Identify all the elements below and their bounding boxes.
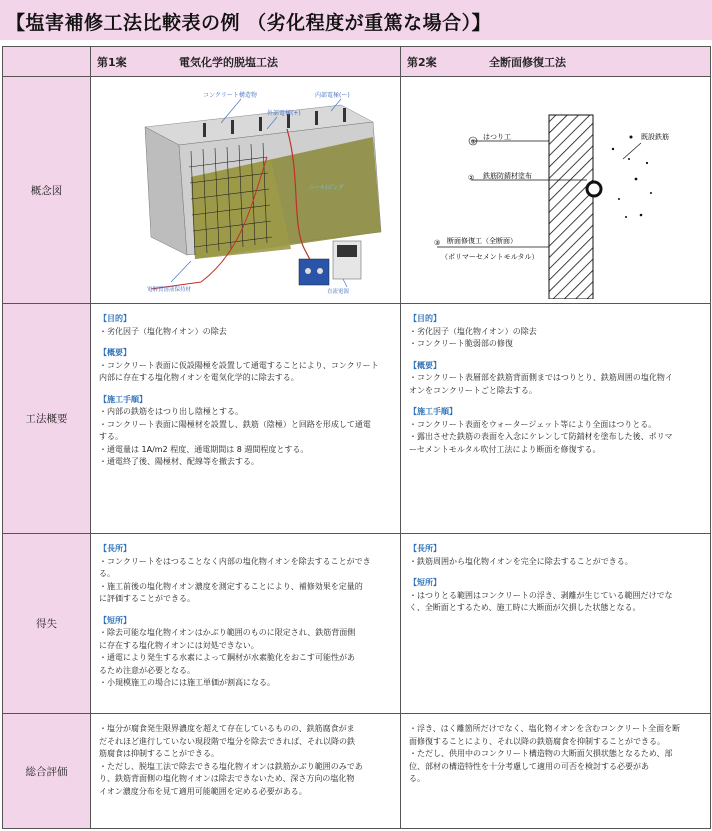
text-line: ・コンクリート表層部を鉄筋背面側まではつりとり、鉄筋周囲の塩化物イ bbox=[409, 373, 673, 382]
label-inner-anode: 内部電極(ー) bbox=[315, 92, 350, 99]
text-line: く、全断面とするため、施工時に大断面が欠損した状態となる。 bbox=[409, 603, 641, 612]
text-line: ・施工前後の塩化物イオン濃度を測定することにより、補修効果を定量的 bbox=[99, 581, 363, 591]
case1-steps-heading: 【 施工手順 】 bbox=[99, 394, 394, 407]
case2-merit-heading: 【 長所 】 bbox=[409, 543, 704, 556]
case1-merit-list bbox=[99, 556, 394, 606]
case2-name: 全断面修復工法 bbox=[489, 55, 566, 69]
desalination-diagram bbox=[91, 77, 399, 299]
case2-purpose-list bbox=[409, 326, 704, 351]
comparison-table bbox=[2, 46, 711, 829]
label-outer-anode: 外部電極(+) bbox=[267, 110, 301, 117]
case2-evaluation bbox=[401, 714, 711, 829]
case1-evaluation bbox=[91, 714, 401, 829]
row-label-method: 工法概要 bbox=[3, 304, 91, 534]
case1-demerit-heading: 【 短所 】 bbox=[99, 615, 394, 628]
case2-overview-list bbox=[409, 372, 704, 397]
case1-name: 電気化学的脱塩工法 bbox=[179, 55, 278, 69]
text-line: ・ただし、供用中のコンクリート構造物の大断面欠損状態となるため、部 bbox=[409, 749, 673, 758]
step2-label: 鉄筋防錆材塗布 bbox=[483, 172, 532, 180]
text-line: り、鉄筋背面側の塩化物イオンは除去できないため、深さ方向の塩化物 bbox=[99, 774, 355, 783]
step3-label: 断面修復工（全断面） bbox=[447, 237, 517, 245]
text-line: 筋腐食は抑制することができる。 bbox=[99, 749, 219, 758]
case2-overview-heading: 【 概要 】 bbox=[409, 360, 704, 373]
rebar-label: 既設鉄筋 bbox=[641, 133, 669, 141]
text-line: ・小規模施工の場合には施工単価が割高になる。 bbox=[99, 678, 275, 687]
text-line: ・コンクリートをはつることなく内部の塩化物イオンを除去することができ bbox=[99, 556, 371, 566]
text-line: ・内部の鉄筋をはつり出し陰極とする。 bbox=[99, 407, 243, 416]
text-line: ・はつりとる範囲はコンクリートの浮き、剥離が生じている範囲だけでな bbox=[409, 590, 673, 600]
label-ring: ニール(ジング bbox=[309, 185, 344, 191]
case1-purpose-list bbox=[99, 326, 394, 339]
case2-steps-list bbox=[409, 419, 704, 457]
case2-diagram bbox=[401, 77, 711, 304]
row-label-evaluation: 総合評価 bbox=[3, 714, 91, 829]
text-line: ・除去可能な塩化物イオンはかぶり範囲のものに限定され、鉄筋背面側 bbox=[99, 628, 356, 637]
case1-overview-heading: 【 概要 】 bbox=[99, 347, 394, 360]
case1-steps-list bbox=[99, 406, 394, 469]
row-label-concept: 概念図 bbox=[3, 77, 91, 304]
text-line: 位、部材の構造特性を十分考慮して適用の可否を検討する必要があ bbox=[409, 761, 649, 771]
text-line: ・コンクリート表面に仮設陽極を設置して通電することにより、コンクリート bbox=[99, 360, 379, 370]
text-line: ーセメントモルタル吹付工法により断面を修復する。 bbox=[409, 444, 601, 454]
step3-sublabel: （ポリマーセメントモルタル） bbox=[441, 253, 539, 261]
text-line: 内部に存在する塩化物イオンを電気化学的に除去する。 bbox=[99, 373, 299, 382]
text-line: ・劣化因子（塩化物イオン）の除去 bbox=[99, 326, 227, 336]
case2-purpose-heading: 【 目的 】 bbox=[409, 313, 704, 326]
text-line: 面修復することにより、それ以降の鉄筋腐食を抑制することができる。 bbox=[409, 736, 665, 746]
text-line: る。 bbox=[99, 569, 115, 578]
case1-purpose-heading: 【 目的 】 bbox=[99, 313, 394, 326]
case1-overview-list bbox=[99, 360, 394, 385]
case2-eval-list bbox=[409, 723, 704, 786]
header-case1 bbox=[91, 47, 401, 77]
case1-method bbox=[91, 304, 401, 534]
case2-number: 第2案 bbox=[407, 55, 437, 69]
text-line: に存在する塩化物イオンには対処できない。 bbox=[99, 640, 259, 650]
text-line: ・コンクリート表面をウォータージェット等により全面はつりとる。 bbox=[409, 419, 657, 429]
case1-merit-heading: 【 長所 】 bbox=[99, 543, 394, 556]
text-line: オンをコンクリートごと除去する。 bbox=[409, 385, 537, 395]
case1-number: 第1案 bbox=[97, 55, 127, 69]
text-line: する。 bbox=[99, 432, 123, 441]
case1-demerit-list bbox=[99, 627, 394, 690]
step3-number: ③ bbox=[434, 239, 441, 247]
case2-method bbox=[401, 304, 711, 534]
text-line: に評価することができる。 bbox=[99, 594, 195, 603]
case1-pros-cons bbox=[91, 534, 401, 714]
header-case2 bbox=[401, 47, 711, 77]
row-label-pros-cons: 得失 bbox=[3, 534, 91, 714]
text-line: ・露出させた鉄筋の表面を入念にケレンして防錆材を塗布した後、ポリマ bbox=[409, 432, 673, 441]
case1-diagram bbox=[91, 77, 401, 304]
case2-demerit-list bbox=[409, 590, 704, 615]
label-concrete: コンクリート構造物 bbox=[203, 92, 257, 99]
label-equip: 直流電源 bbox=[327, 289, 350, 295]
text-line: ・ただし、脱塩工法で除去できる塩化物イオンは鉄筋かぶり範囲のみであ bbox=[99, 761, 363, 771]
text-line: ・浮き、はく離箇所だけでなく、塩化物イオンを含むコンクリート全面を断 bbox=[409, 724, 681, 733]
text-line: だそれほど進行していない現段階で塩分を除去できれば、それ以降の鉄 bbox=[99, 736, 355, 746]
case2-steps-heading: 【 施工手順 】 bbox=[409, 406, 704, 419]
step1-number: ① bbox=[470, 138, 476, 146]
header-corner bbox=[3, 47, 91, 77]
text-line: ・劣化因子（塩化物イオン）の除去 bbox=[409, 326, 537, 336]
page-title: 【塩害補修工法比較表の例 （劣化程度が重篤な場合）】 bbox=[0, 0, 712, 40]
text-line: ・通電により発生する水素によって鋼材が水素脆化をおこす可能性があ bbox=[99, 653, 355, 662]
section-repair-diagram bbox=[401, 77, 709, 299]
case2-merit-list bbox=[409, 556, 704, 569]
text-line: ・通電量は 1A/m2 程度、通電期間は 8 週間程度とする。 bbox=[99, 444, 309, 454]
label-sheet: 電解質溶液保持材 bbox=[147, 287, 192, 293]
text-line: る。 bbox=[409, 774, 425, 783]
case2-pros-cons bbox=[401, 534, 711, 714]
step2-number: ② bbox=[468, 174, 475, 182]
text-line: ・鉄筋周囲から塩化物イオンを完全に除去することができる。 bbox=[409, 556, 633, 566]
text-line: るため注意が必要となる。 bbox=[99, 665, 195, 675]
case1-eval-list bbox=[99, 723, 394, 798]
case2-demerit-heading: 【 短所 】 bbox=[409, 577, 704, 590]
text-line: イオン濃度分布を見て適用可能範囲を定める必要がある。 bbox=[99, 786, 307, 796]
text-line: ・コンクリート脆弱部の修復 bbox=[409, 339, 513, 348]
text-line: ・コンクリート表面に陽極材を設置し、鉄筋（陰極）と回路を形成して通電 bbox=[99, 419, 371, 429]
text-line: ・塩分が腐食発生限界濃度を超えて存在しているものの、鉄筋腐食がま bbox=[99, 724, 355, 733]
text-line: ・通電終了後、陽極材、配線等を撤去する。 bbox=[99, 457, 259, 466]
step1-label: はつり工 bbox=[483, 133, 511, 141]
